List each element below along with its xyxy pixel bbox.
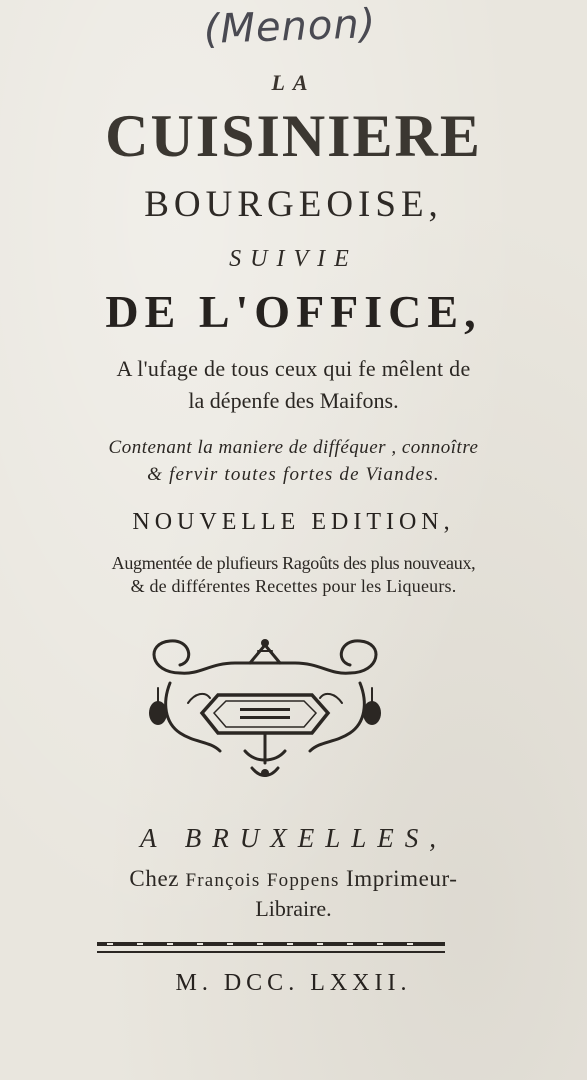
imprint-foppens: Foppens	[266, 870, 340, 891]
title-second-line: BOURGEOISE,	[144, 184, 443, 225]
publication-date: M. DCC. LXXII.	[175, 970, 412, 996]
imprint-chez: Chez	[129, 866, 180, 891]
imprint-city: A BRUXELLES,	[140, 823, 447, 853]
printers-ornament	[140, 633, 390, 783]
contenant-line-1: Contenant la maniere de difféquer , connoître	[108, 437, 479, 458]
title-connector: SUIVIE	[229, 246, 358, 272]
imprint-libraire: Libraire.	[255, 896, 332, 921]
title-office: DE L'OFFICE,	[105, 286, 482, 337]
decorative-rule	[97, 940, 445, 956]
imprint-publisher-line	[0, 866, 587, 892]
handwritten-annotation: (Menon)	[202, 1, 378, 53]
usage-line-2: la dépenfe des Maifons.	[188, 388, 399, 413]
imprint-imprimeur: Imprimeur-	[346, 866, 458, 891]
augmentee-line-1: Augmentée de plufieurs Ragoûts des plus nouveaux,	[111, 553, 476, 573]
contenant-line-2: & fervir toutes fortes de Viandes.	[147, 464, 440, 485]
title-article: LA	[271, 70, 316, 95]
title-main: CUISINIERE	[105, 103, 482, 169]
usage-line-1: A l'ufage de tous ceux qui fe mêlent de	[116, 356, 471, 381]
augmentee-line-2: & de différentes Recettes pour les Liqueurs.	[130, 576, 457, 596]
edition-heading: NOUVELLE EDITION,	[132, 509, 455, 535]
imprint-francois: François	[185, 870, 261, 891]
